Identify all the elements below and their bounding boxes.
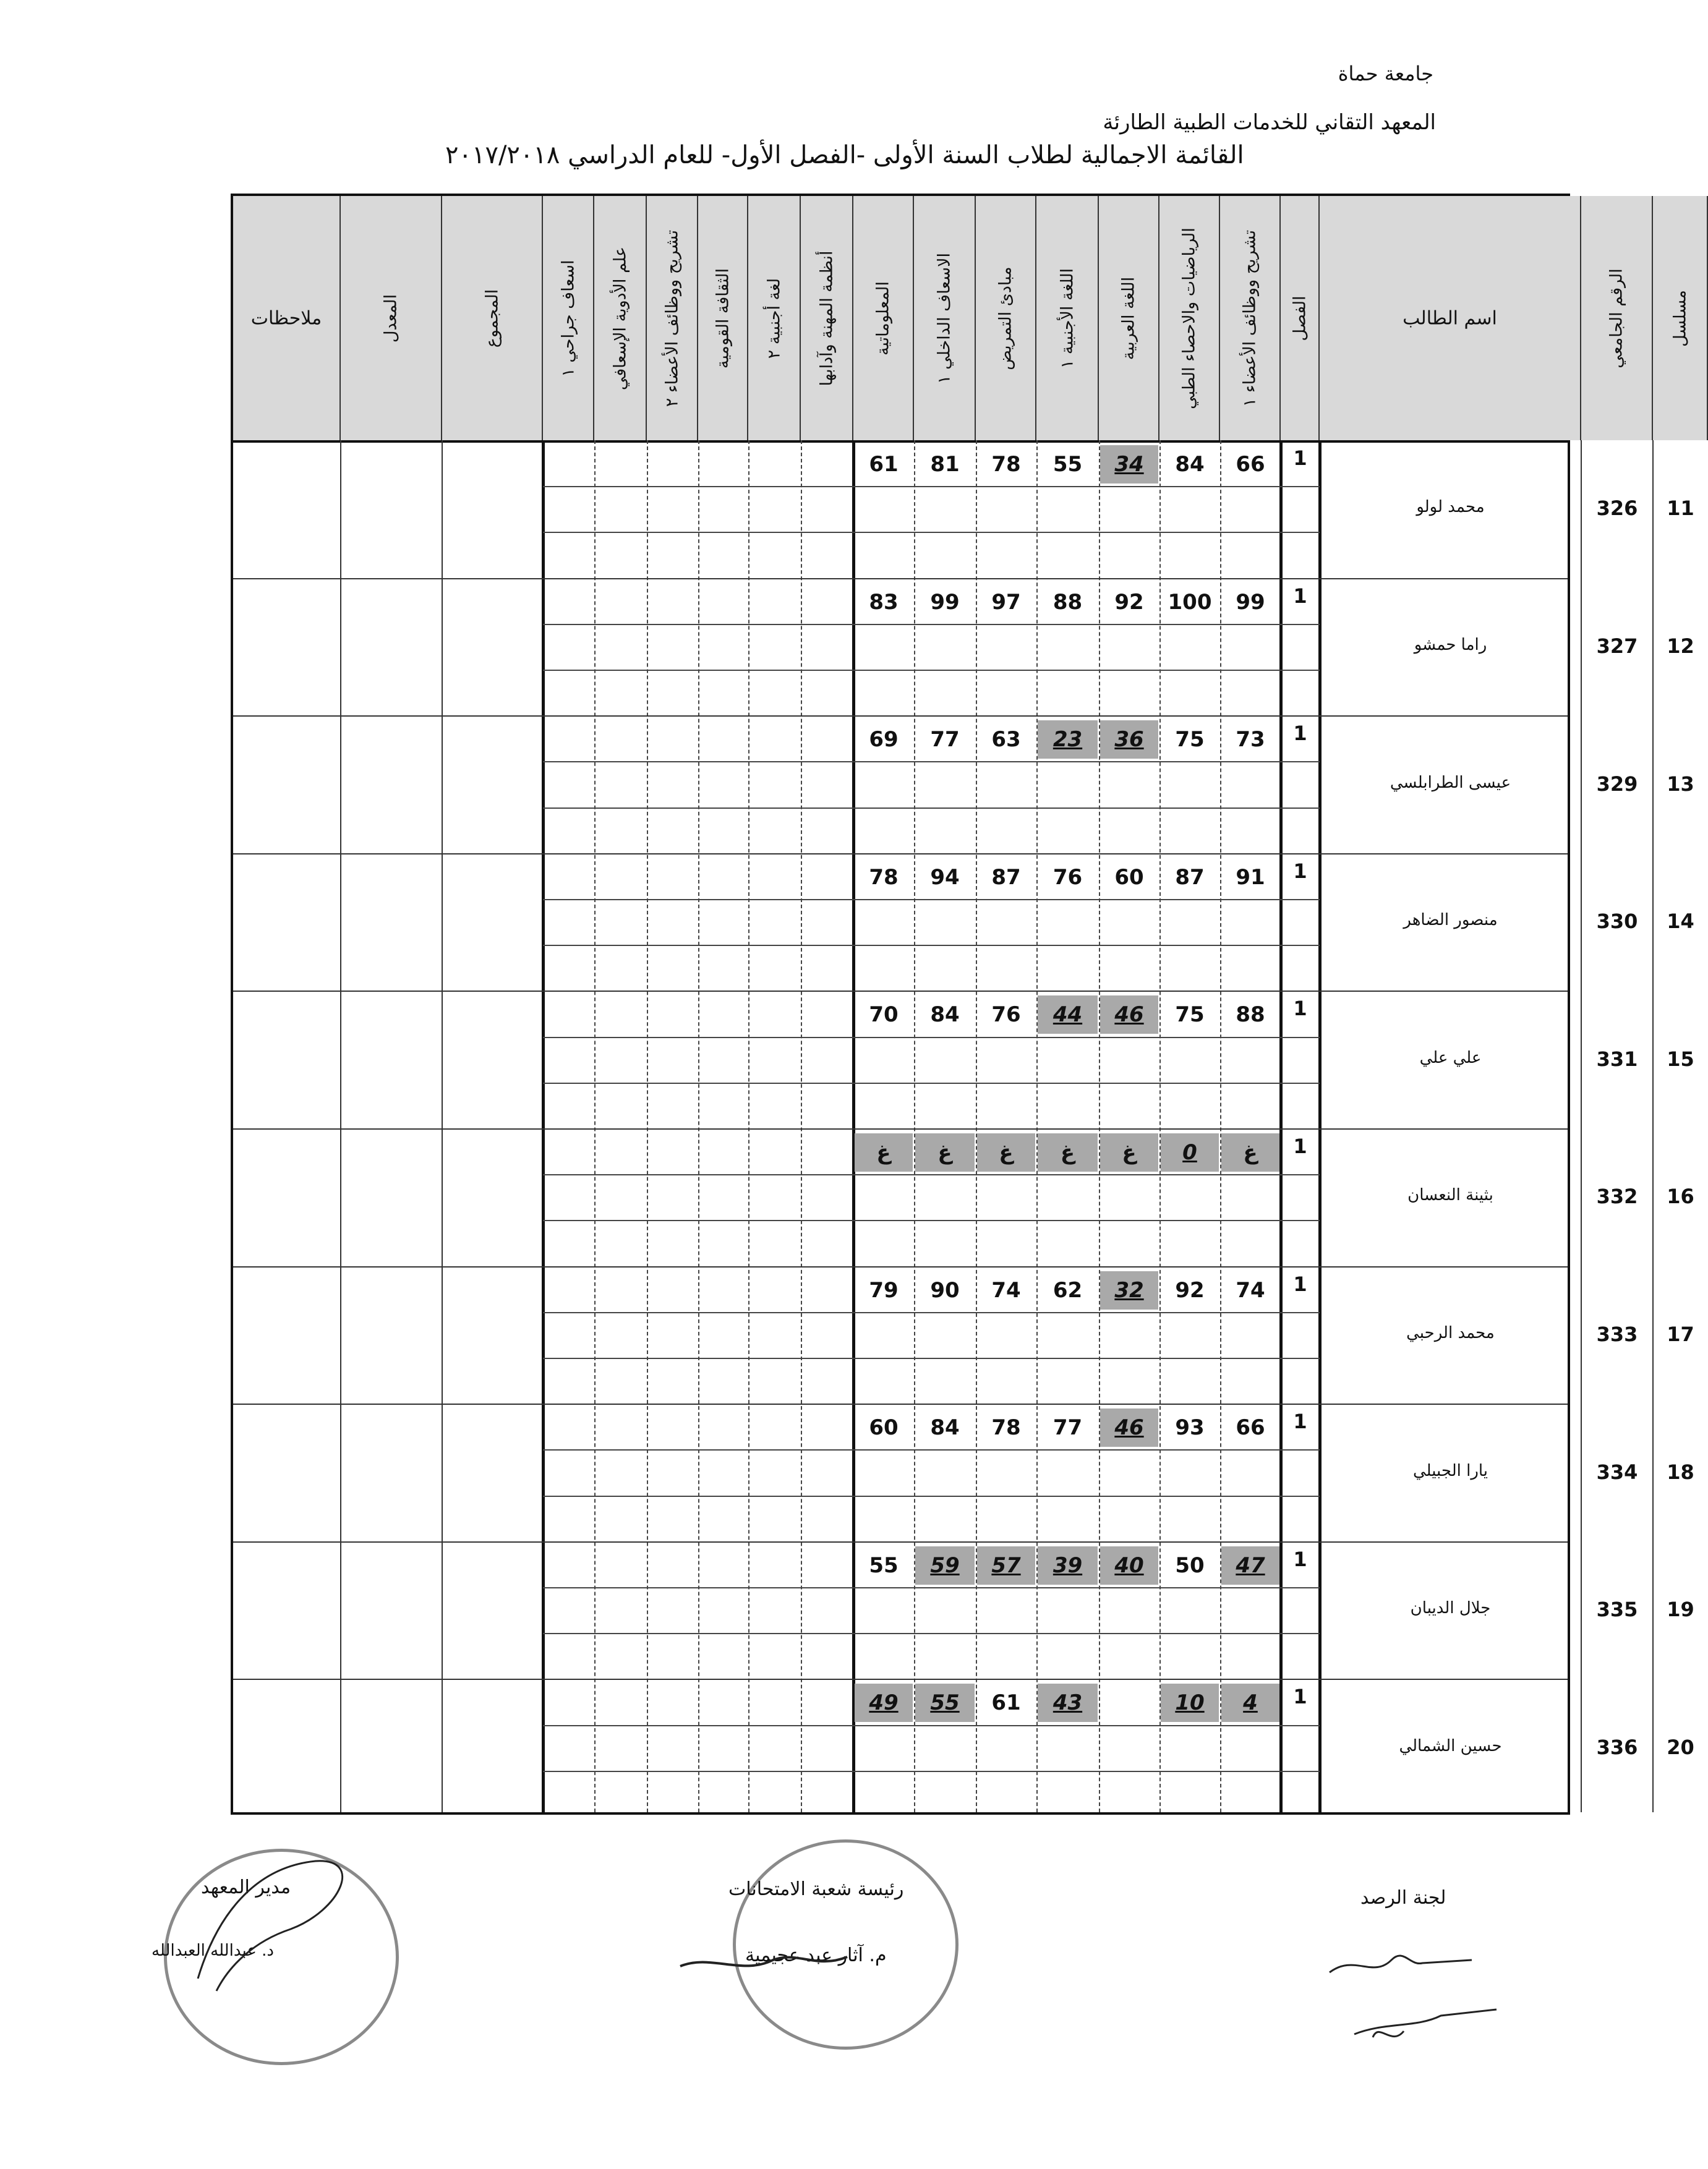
grade-value: 81 (930, 452, 960, 477)
grade-value: 73 (1236, 727, 1265, 752)
grade-value: 94 (930, 865, 960, 890)
grade-cell (855, 1133, 913, 1172)
grade-value: 93 (1175, 1415, 1205, 1440)
col-divider (340, 440, 341, 1812)
grade-cell (1038, 1546, 1098, 1585)
grade-value: 76 (991, 1002, 1021, 1027)
row-subline (543, 1083, 1320, 1084)
serial-number: 18 (1667, 1460, 1694, 1484)
row-divider (233, 715, 1568, 717)
s2-subject-1-header-label: علم الأدوية الإسعافي (610, 246, 630, 390)
semester-value: 1 (1293, 859, 1307, 883)
row-subline (543, 899, 1320, 900)
serial-number: 17 (1667, 1323, 1694, 1346)
s1-subject-0-header (853, 196, 914, 440)
grade-cell (977, 1271, 1035, 1310)
grade-cell (1038, 1684, 1098, 1722)
grade-value: 92 (1175, 1278, 1205, 1303)
grade-cell (1038, 858, 1098, 897)
grade-cell (1161, 1684, 1219, 1722)
grade-value: 66 (1236, 452, 1265, 477)
grade-cell (915, 1271, 975, 1310)
grade-value: 84 (1175, 452, 1205, 477)
grade-value: 55 (930, 1690, 960, 1715)
col-divider (801, 440, 802, 1812)
col-divider (748, 440, 749, 1812)
col-divider (1159, 440, 1161, 1812)
grade-cell (1221, 858, 1279, 897)
grade-cell (1221, 720, 1279, 759)
col-divider (1099, 440, 1100, 1812)
notes-header (233, 196, 341, 440)
grade-value: 40 (1114, 1553, 1144, 1578)
row-subline (543, 1174, 1320, 1175)
student-name: يارا الجبيلي (1412, 1462, 1488, 1480)
s2-subject-1-header (594, 196, 647, 440)
grade-value: 39 (1053, 1553, 1083, 1578)
grade-value: 79 (869, 1278, 899, 1303)
grade-cell (915, 1133, 975, 1172)
semester-value: 1 (1293, 722, 1307, 745)
s1-subject-1-header (914, 196, 976, 440)
semester-header-label: الفصل (1290, 295, 1309, 341)
col-divider (1279, 440, 1283, 1812)
grade-cell (977, 1133, 1035, 1172)
grade-cell (1161, 445, 1219, 484)
grade-value: 100 (1168, 590, 1212, 615)
student-name: عيسى الطرابلسي (1390, 773, 1511, 792)
row-divider (233, 1266, 1568, 1268)
grade-cell (977, 1684, 1035, 1722)
univ-no-header-label: الرقم الجامعي (1607, 268, 1626, 369)
row-subline (543, 486, 1320, 487)
s2-subject-3-header (698, 196, 748, 440)
student-name: بثينة النعسان (1407, 1186, 1493, 1204)
semester-value: 1 (1293, 997, 1307, 1020)
serial-number: 13 (1667, 772, 1694, 796)
grade-cell (855, 583, 913, 621)
student-name: جلال الديبان (1410, 1599, 1491, 1617)
grade-cell (1100, 583, 1158, 621)
grade-value: 55 (1053, 452, 1083, 477)
grade-cell (1161, 720, 1219, 759)
grade-value: 66 (1236, 1415, 1265, 1440)
grade-value: 4 (1243, 1690, 1258, 1715)
s2-subject-2-header (647, 196, 698, 440)
student-name-header-label: اسم الطالب (1403, 307, 1497, 329)
student-name: محمد الرحبي (1406, 1324, 1495, 1342)
semester-value: 1 (1293, 446, 1307, 470)
grade-cell (977, 720, 1035, 759)
row-subline (543, 808, 1320, 809)
col-divider (442, 440, 443, 1812)
grade-cell (1100, 858, 1158, 897)
student-name: منصور الضاهر (1403, 911, 1498, 929)
grade-value: غ (1122, 1140, 1137, 1165)
s2-subject-3-header-label: الثقافة القومية (713, 268, 732, 369)
row-subline (543, 670, 1320, 671)
grade-value: 97 (991, 590, 1021, 615)
grade-value: 61 (991, 1690, 1021, 1715)
row-subline (543, 1725, 1320, 1726)
serial-number: 12 (1667, 634, 1694, 658)
grade-value: 90 (930, 1278, 960, 1303)
grade-cell (855, 995, 913, 1034)
grade-value: غ (1243, 1140, 1258, 1165)
grade-cell (1221, 1408, 1279, 1447)
row-divider (233, 1404, 1568, 1405)
s1-subject-4-header (1099, 196, 1159, 440)
grade-value: 0 (1182, 1140, 1197, 1165)
row-subline (543, 1771, 1320, 1772)
semester-value: 1 (1293, 1410, 1307, 1433)
grade-cell (1161, 1271, 1219, 1310)
grade-value: 50 (1175, 1553, 1205, 1578)
grade-value: 59 (930, 1553, 960, 1578)
s1-subject-4-header-label: اللغة العربية (1119, 276, 1138, 360)
grade-cell (1161, 1408, 1219, 1447)
grade-value: غ (1060, 1140, 1075, 1165)
grade-value: 75 (1175, 1002, 1205, 1027)
s2-subject-0-header (543, 196, 594, 440)
serial-number: 19 (1667, 1598, 1694, 1621)
row-divider (233, 853, 1568, 854)
grade-cell (1038, 445, 1098, 484)
grade-cell (915, 720, 975, 759)
serial-header-label: مسلسل (1670, 289, 1689, 347)
grade-cell (1100, 1133, 1158, 1172)
grade-cell (1100, 1684, 1158, 1722)
grade-cell (1100, 720, 1158, 759)
grade-cell (915, 445, 975, 484)
grade-cell (1161, 583, 1219, 621)
s2-subject-4-header (748, 196, 801, 440)
col-divider (698, 440, 699, 1812)
row-subline (543, 945, 1320, 946)
grade-value: 62 (1053, 1278, 1083, 1303)
grade-value: 84 (930, 1002, 960, 1027)
director-name: د. عبدالله العبدالله (152, 1941, 274, 1960)
s1-subject-3-header-label: اللغة الأجنبية ١ (1057, 268, 1077, 369)
s2-subject-0-header-label: اسعاف جراحي ١ (558, 259, 578, 377)
semester-header (1281, 196, 1320, 440)
s2-subject-4-header-label: لغة أجنبية ٢ (764, 278, 784, 359)
grade-cell (1221, 445, 1279, 484)
grade-value: 78 (869, 865, 899, 890)
grade-cell (1100, 1546, 1158, 1585)
notes-header-label: ملاحظات (250, 307, 322, 329)
grade-cell (1221, 1133, 1279, 1172)
grade-value: 47 (1236, 1553, 1265, 1578)
grade-value: 32 (1114, 1278, 1144, 1303)
semester-value: 1 (1293, 1272, 1307, 1296)
institute-name: المعهد التقاني للخدمات الطبية الطارئة (1103, 110, 1436, 135)
grade-value: 44 (1053, 1002, 1083, 1027)
grade-value: 87 (1175, 865, 1205, 890)
student-name-header (1320, 196, 1581, 440)
grade-cell (1038, 1133, 1098, 1172)
grade-cell (1100, 995, 1158, 1034)
grade-cell (915, 583, 975, 621)
grade-cell (1038, 720, 1098, 759)
s1-subject-0-header-label: المعلوماتية (873, 281, 893, 356)
univ-number: 336 (1596, 1736, 1638, 1759)
grade-cell (915, 1546, 975, 1585)
grade-value: 57 (991, 1553, 1021, 1578)
row-subline (543, 1587, 1320, 1588)
grade-value: غ (999, 1140, 1014, 1165)
row-divider (233, 1541, 1568, 1543)
grade-cell (855, 1546, 913, 1585)
director-signature (179, 1843, 383, 2003)
grade-cell (1161, 858, 1219, 897)
col-divider (542, 440, 545, 1812)
grade-cell (1221, 1546, 1279, 1585)
grade-cell (915, 995, 975, 1034)
grade-value: 34 (1114, 452, 1144, 477)
grade-cell (915, 858, 975, 897)
grade-value: 74 (1236, 1278, 1265, 1303)
col-divider (914, 440, 915, 1812)
row-subline (543, 761, 1320, 762)
grade-cell (1161, 995, 1219, 1034)
student-name: محمد لولو (1416, 498, 1485, 516)
grade-cell (855, 1271, 913, 1310)
grade-value: 60 (1114, 865, 1144, 890)
header-divider (233, 440, 1568, 443)
univ-no-header (1581, 196, 1653, 440)
s1-subject-6-header-label: تشريح ووظائف الأعضاء ١ (1240, 229, 1260, 407)
row-divider (233, 991, 1568, 992)
grade-cell (977, 1546, 1035, 1585)
grade-value: 77 (1053, 1415, 1083, 1440)
s1-subject-3-header (1036, 196, 1099, 440)
s1-subject-2-header-label: مبادئ التمريض (996, 266, 1015, 370)
grade-cell (855, 720, 913, 759)
grade-value: 91 (1236, 865, 1265, 890)
committee-label: لجنة الرصد (1360, 1887, 1446, 1909)
grade-cell (1221, 1684, 1279, 1722)
student-name: حسين الشمالي (1399, 1737, 1502, 1755)
semester-value: 1 (1293, 1685, 1307, 1708)
grade-value: 23 (1053, 727, 1083, 752)
grade-value: 84 (930, 1415, 960, 1440)
row-subline (543, 624, 1320, 625)
grade-cell (977, 445, 1035, 484)
s1-subject-2-header (976, 196, 1036, 440)
grade-value: 78 (991, 452, 1021, 477)
s2-subject-5-header (801, 196, 853, 440)
grade-cell (1038, 1271, 1098, 1310)
serial-number: 16 (1667, 1185, 1694, 1208)
director-label: مدير المعهد (201, 1877, 291, 1898)
serial-number: 20 (1667, 1736, 1694, 1759)
grade-cell (1221, 583, 1279, 621)
grade-cell (1100, 1408, 1158, 1447)
semester-value: 1 (1293, 1548, 1307, 1571)
grade-cell (1100, 1271, 1158, 1310)
row-subline (543, 1037, 1320, 1038)
grade-cell (977, 1408, 1035, 1447)
s1-subject-5-header (1159, 196, 1220, 440)
average-header (341, 196, 442, 440)
grade-cell (855, 1684, 913, 1722)
grade-value: 49 (869, 1690, 899, 1715)
col-divider (1036, 440, 1038, 1812)
univ-number: 330 (1596, 910, 1638, 933)
grades-table (231, 194, 1694, 1815)
student-name: راما حمشو (1414, 636, 1487, 654)
grade-cell (1038, 995, 1098, 1034)
row-subline (543, 1449, 1320, 1451)
univ-number: 331 (1596, 1047, 1638, 1071)
serial-number: 11 (1667, 496, 1694, 520)
col-divider (976, 440, 977, 1812)
grade-value: 61 (869, 452, 899, 477)
grade-value: 60 (869, 1415, 899, 1440)
row-subline (543, 1220, 1320, 1221)
grade-value: 46 (1114, 1415, 1144, 1440)
univ-number: 329 (1596, 772, 1638, 796)
grade-value: 46 (1114, 1002, 1144, 1027)
row-divider (233, 1679, 1568, 1680)
row-subline (543, 532, 1320, 533)
grade-value: 55 (869, 1553, 899, 1578)
grade-value: 43 (1053, 1690, 1083, 1715)
row-subline (543, 1312, 1320, 1313)
univ-number: 327 (1596, 634, 1638, 658)
average-header-label: المعدل (381, 294, 401, 343)
grade-cell (915, 1408, 975, 1447)
grade-value: 63 (991, 727, 1021, 752)
grade-cell (1221, 1271, 1279, 1310)
grade-value: 74 (991, 1278, 1021, 1303)
grade-value: 92 (1114, 590, 1144, 615)
s1-subject-1-header-label: الاسعاف الداخلي ١ (934, 252, 954, 384)
univ-number: 326 (1596, 496, 1638, 520)
semester-value: 1 (1293, 584, 1307, 608)
grade-cell (855, 1408, 913, 1447)
col-divider (647, 440, 648, 1812)
s2-subject-2-header-label: تشريح ووظائف الأعضاء ٢ (662, 229, 681, 407)
serial-number: 14 (1667, 910, 1694, 933)
row-subline (543, 1633, 1320, 1634)
grade-value: 69 (869, 727, 899, 752)
grade-value: 88 (1236, 1002, 1265, 1027)
row-divider (233, 1128, 1568, 1130)
row-divider (233, 578, 1568, 579)
grade-cell (855, 858, 913, 897)
col-divider (594, 440, 596, 1812)
univ-number: 334 (1596, 1460, 1638, 1484)
student-name: علي علي (1419, 1049, 1482, 1067)
grade-value: غ (937, 1140, 952, 1165)
grade-value: 75 (1175, 727, 1205, 752)
grade-cell (915, 1684, 975, 1722)
committee-signatures (1317, 1929, 1503, 2059)
serial-header (1653, 196, 1708, 440)
grade-value: 83 (869, 590, 899, 615)
grade-cell (1161, 1546, 1219, 1585)
grade-value: 99 (930, 590, 960, 615)
grade-value: 78 (991, 1415, 1021, 1440)
exams-signature (674, 1941, 860, 1991)
grade-value: 36 (1114, 727, 1144, 752)
row-subline (543, 1358, 1320, 1359)
col-divider (1220, 440, 1221, 1812)
grade-cell (977, 858, 1035, 897)
grade-value: 77 (930, 727, 960, 752)
grade-value: 10 (1175, 1690, 1205, 1715)
exams-head-label: رئيسة شعبة الامتحانات (728, 1878, 904, 1900)
univ-number: 335 (1596, 1598, 1638, 1621)
grade-value: غ (876, 1140, 891, 1165)
grade-cell (1038, 583, 1098, 621)
grade-value: 99 (1236, 590, 1265, 615)
grade-cell (1221, 995, 1279, 1034)
row-subline (543, 1496, 1320, 1497)
grade-cell (855, 445, 913, 484)
semester-value: 1 (1293, 1135, 1307, 1158)
total-header (442, 196, 543, 440)
grade-cell (1038, 1408, 1098, 1447)
exams-head-name: م. آثار عبد عجيمية (745, 1945, 887, 1966)
s2-subject-5-header-label: أنظمة المهنة وآدابها (817, 250, 836, 386)
univ-number: 333 (1596, 1323, 1638, 1346)
grade-value: 88 (1053, 590, 1083, 615)
s1-subject-6-header (1220, 196, 1281, 440)
grade-value: 70 (869, 1002, 899, 1027)
document-title: القائمة الاجمالية لطلاب السنة الأولى -الفصل الأول- للعام الدراسي ٢٠١٧/٢٠١٨ (445, 141, 1244, 169)
grade-cell (1161, 1133, 1219, 1172)
grade-cell (977, 995, 1035, 1034)
serial-number: 15 (1667, 1047, 1694, 1071)
s1-subject-5-header-label: الرياضيات والاحصاء الطبي (1179, 227, 1199, 409)
grade-value: 87 (991, 865, 1021, 890)
univ-number: 332 (1596, 1185, 1638, 1208)
grade-cell (977, 583, 1035, 621)
grade-cell (1100, 445, 1158, 484)
grade-value: 76 (1053, 865, 1083, 890)
university-name: جامعة حماة (1338, 62, 1433, 85)
total-header-label: المجموع (482, 289, 502, 347)
col-divider (852, 440, 855, 1812)
